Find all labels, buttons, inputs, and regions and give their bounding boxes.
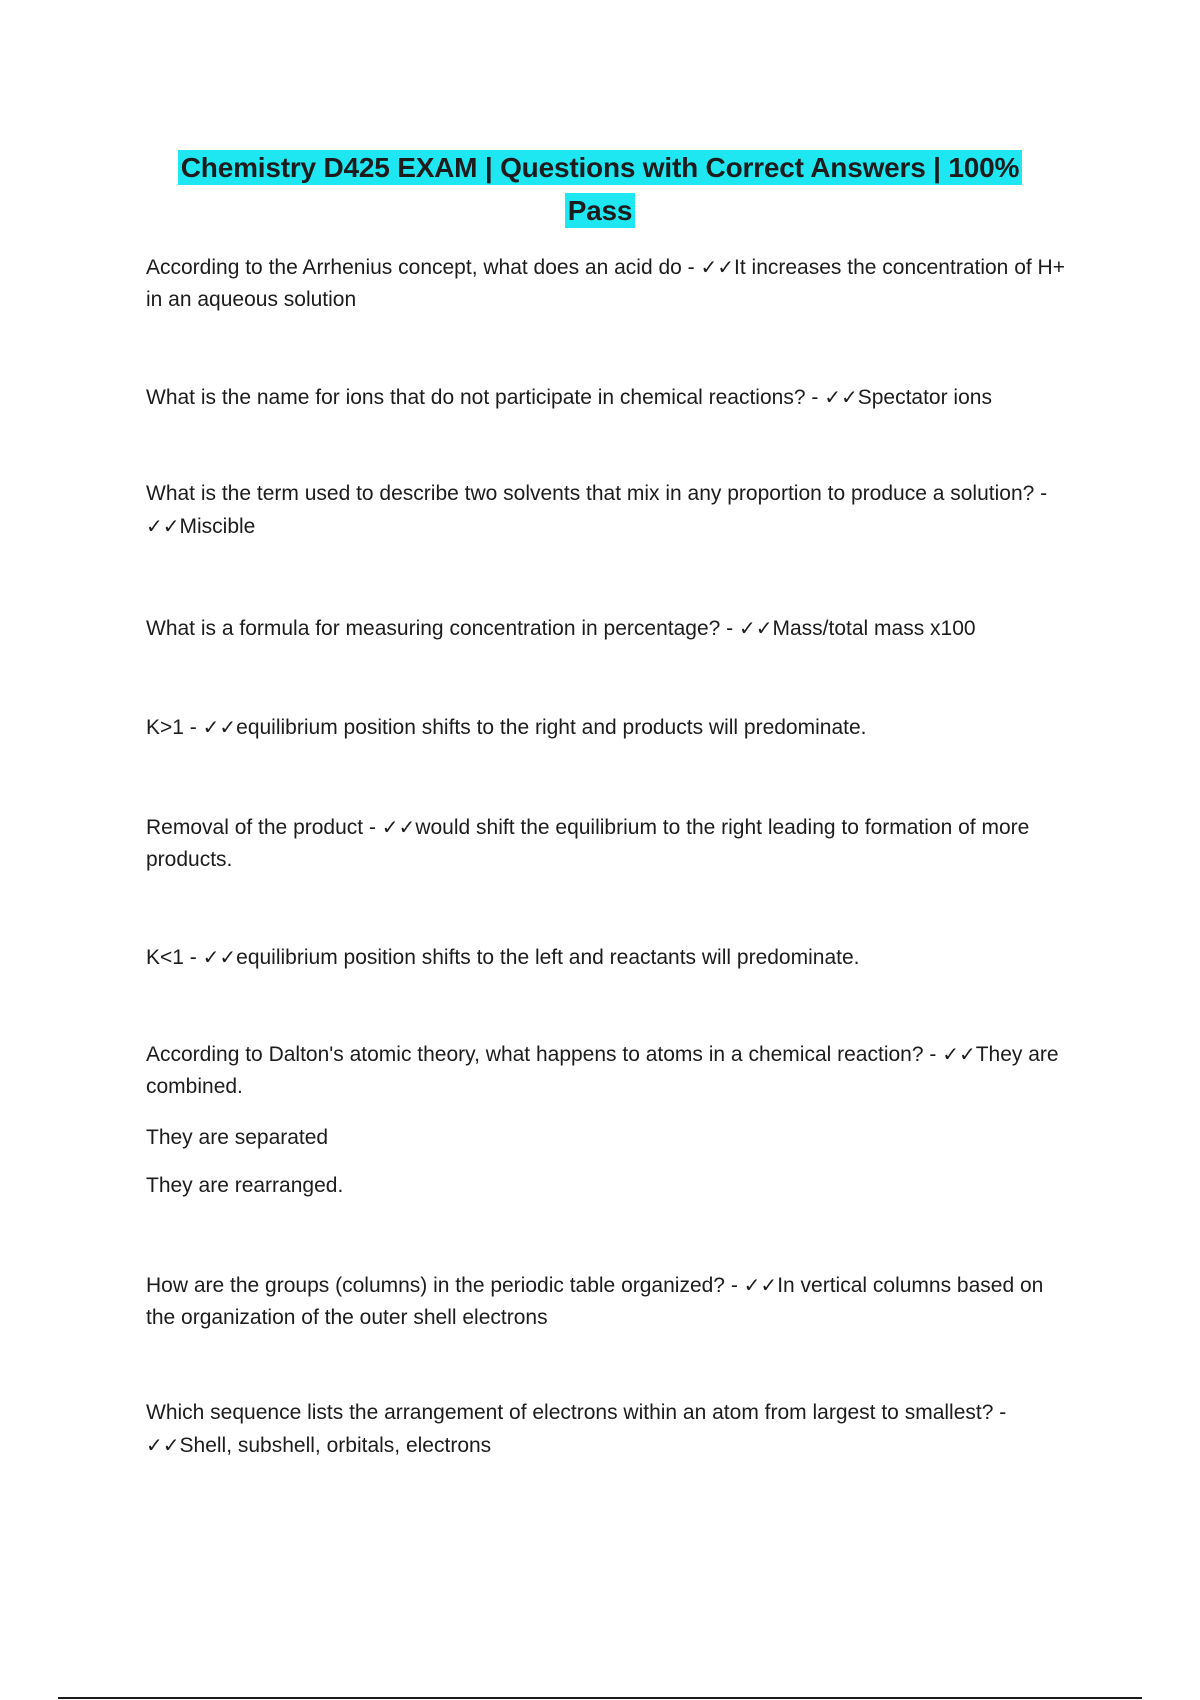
answer-text: They are combined. <box>146 1043 1059 1098</box>
qa-item-3: What is the term used to describe two solvents that mix in any proportion to produce a solution? - ✓✓Miscible <box>146 482 1048 538</box>
qa-item-9: How are the groups (columns) in the periodic table organized? - ✓✓In vertical columns based on the organization of the outer shell electrons <box>146 1273 1044 1329</box>
answer-text: would shift the equilibrium to the right leading to formation of more products. <box>146 816 1030 871</box>
double-check-icon: ✓✓ <box>824 385 858 409</box>
title-highlight: Chemistry D425 EXAM | Questions with Correct Answers | 100% Pass <box>178 150 1022 228</box>
double-check-icon: ✓✓ <box>146 1433 180 1457</box>
answer-text: In vertical columns based on the organization of the outer shell electrons <box>146 1274 1044 1329</box>
qa-item-1: According to the Arrhenius concept, what does an acid do - ✓✓It increases the concentration of H+ in an aqueous solution <box>146 255 1065 311</box>
double-check-icon: ✓✓ <box>202 945 237 969</box>
answer-text: Spectator ions <box>857 386 992 409</box>
answer-text: Mass/total mass x100 <box>772 617 976 640</box>
answer-text: Shell, subshell, orbitals, electrons <box>179 1434 492 1457</box>
question-text: What is the term used to describe two solvents that mix in any proportion to produce a solution? <box>146 482 1035 505</box>
qa-item-4: What is a formula for measuring concentration in percentage? - ✓✓Mass/total mass x100 <box>146 616 976 640</box>
answer-extra-line-2: They are rearranged. <box>146 1174 344 1197</box>
qa-item-5: K>1 - ✓✓equilibrium position shifts to the right and products will predominate. <box>146 715 867 739</box>
question-text: According to Dalton's atomic theory, what happens to atoms in a chemical reaction? <box>146 1043 924 1066</box>
double-check-icon: ✓✓ <box>202 715 237 739</box>
footer-divider <box>58 1697 1142 1699</box>
qa-item-2: What is the name for ions that do not participate in chemical reactions? - ✓✓Spectator ions <box>146 385 992 409</box>
title-block <box>0 146 1200 232</box>
double-check-icon: ✓✓ <box>146 514 180 538</box>
question-text: What is a formula for measuring concentration in percentage? <box>146 617 721 640</box>
answer-extra-line-1: They are separated <box>146 1126 329 1149</box>
answer-text: equilibrium position shifts to the left and reactants will predominate. <box>236 946 860 969</box>
double-check-icon: ✓✓ <box>700 255 735 279</box>
qa-item-7: K<1 - ✓✓equilibrium position shifts to the left and reactants will predominate. <box>146 945 860 969</box>
answer-text: equilibrium position shifts to the right and products will predominate. <box>236 716 867 739</box>
double-check-icon: ✓✓ <box>942 1042 976 1066</box>
question-text: Which sequence lists the arrangement of electrons within an atom from largest to smallest? <box>146 1401 994 1424</box>
document-title <box>160 146 1040 232</box>
qa-item-10: Which sequence lists the arrangement of electrons within an atom from largest to smallest? - ✓✓Shell, subshell, orbitals, electrons <box>146 1401 1007 1457</box>
question-text: K<1 <box>146 946 184 969</box>
qa-item-6: Removal of the product - ✓✓would shift the equilibrium to the right leading to formation of more products. <box>146 815 1030 871</box>
question-text: K>1 <box>146 716 184 739</box>
qa-item-8: According to Dalton's atomic theory, what happens to atoms in a chemical reaction? - ✓✓They are combined. <box>146 1042 1059 1098</box>
answer-text: It increases the concentration of H+ in an aqueous solution <box>146 256 1065 311</box>
question-text: What is the name for ions that do not participate in chemical reactions? <box>146 386 806 409</box>
double-check-icon: ✓✓ <box>743 1273 778 1297</box>
question-text: Removal of the product <box>146 816 364 839</box>
question-text: How are the groups (columns) in the periodic table organized? <box>146 1274 725 1297</box>
question-text: According to the Arrhenius concept, what does an acid do <box>146 256 682 279</box>
double-check-icon: ✓✓ <box>738 616 773 640</box>
answer-text: Miscible <box>179 515 256 538</box>
double-check-icon: ✓✓ <box>381 815 416 839</box>
